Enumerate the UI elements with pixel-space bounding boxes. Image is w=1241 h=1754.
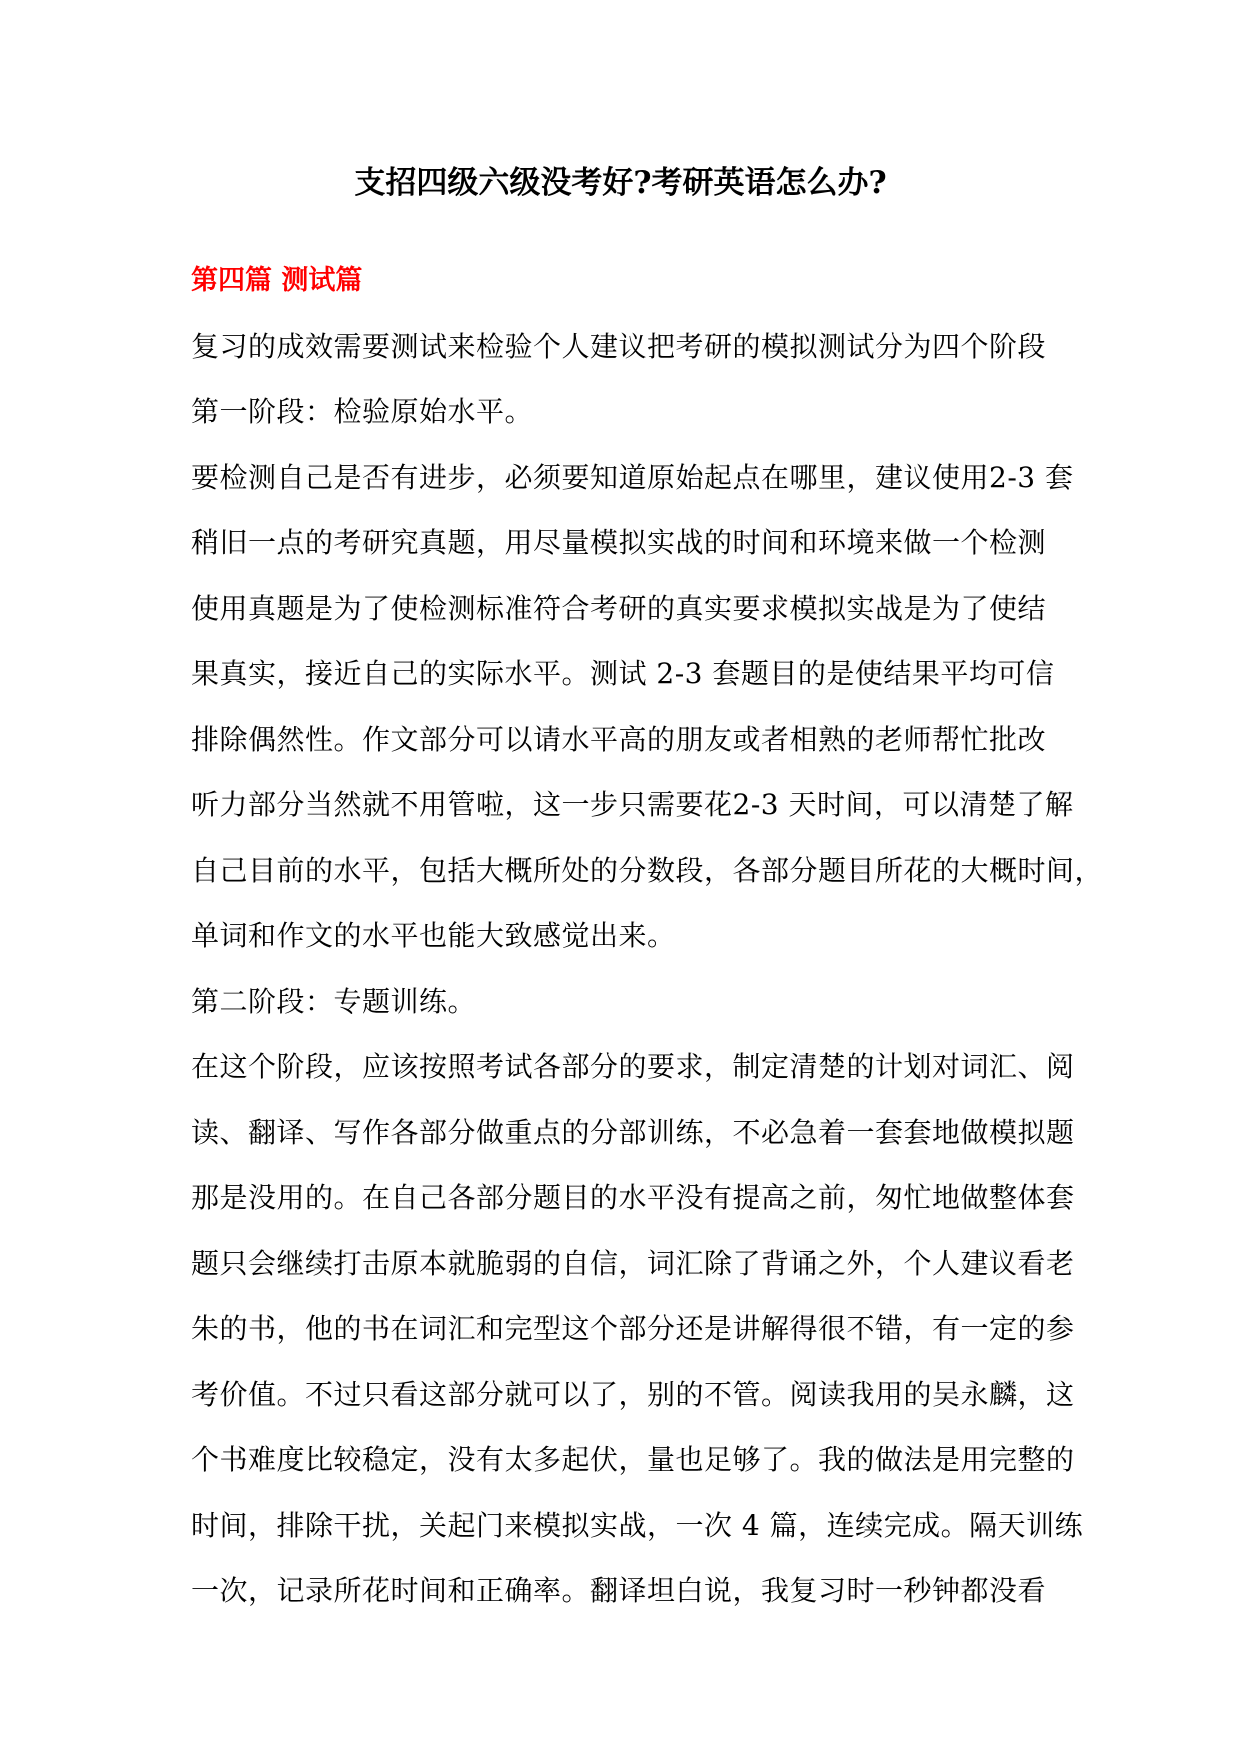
paragraph-line: 朱的书，他的书在词汇和完型这个部分还是讲解得很不错，有一定的参 [191, 1312, 1075, 1345]
document-title: 支招四级六级没考好?考研英语怎么办? [354, 165, 887, 201]
paragraph-line: 果真实，接近自己的实际水平。测试 2-3 套题目的是使结果平均可信 [191, 657, 1055, 690]
document-body [191, 248, 1191, 1624]
paragraph-line: 考价值。不过只看这部分就可以了，别的不管。阅读我用的吴永麟，这 [191, 1377, 1075, 1411]
paragraph-line: 读、翻译、写作各部分做重点的分部训练，不必急着一套套地做模拟题 [191, 1115, 1075, 1149]
paragraph-line: 单词和作文的水平也能大致感觉出来。 [191, 919, 676, 952]
paragraph-line: 在这个阶段，应该按照考试各部分的要求，制定清楚的计划对词汇、阅 [191, 1050, 1075, 1083]
paragraph-line: 时间，排除干扰，关起门来模拟实战，一次 4 篇，连续完成。隔天训练 [191, 1508, 1084, 1542]
paragraph-line: 题只会继续打击原本就脆弱的自信，词汇除了背诵之外，个人建议看老 [191, 1246, 1075, 1280]
paragraph-line: 使用真题是为了使检测标准符合考研的真实要求模拟实战是为了使结 [191, 591, 1047, 625]
paragraph-line: 稍旧一点的考研究真题，用尽量模拟实战的时间和环境来做一个检测 [191, 526, 1047, 559]
section-heading: 第四篇 测试篇 [191, 265, 363, 296]
paragraph-line: 排除偶然性。作文部分可以请水平高的朋友或者相熟的老师帮忙批改 [191, 722, 1047, 756]
paragraph-line: 一次，记录所花时间和正确率。翻译坦白说，我复习时一秒钟都没看 [191, 1574, 1047, 1607]
paragraph-line: 复习的成效需要测试来检验个人建议把考研的模拟测试分为四个阶段 [191, 329, 1047, 363]
paragraph-line: 要检测自己是否有进步，必须要知道原始起点在哪里，建议使用2-3 套 [191, 460, 1074, 494]
paragraph-line: 自己目前的水平，包括大概所处的分数段，各部分题目所花的大概时间， [191, 853, 1104, 887]
paragraph-line: 第一阶段：检验原始水平。 [191, 395, 534, 428]
paragraph-line: 第二阶段：专题训练。 [191, 984, 477, 1018]
paragraph-line: 个书难度比较稳定，没有太多起伏，量也足够了。我的做法是用完整的 [191, 1443, 1075, 1476]
paragraph-line: 听力部分当然就不用管啦，这一步只需要花2-3 天时间，可以清楚了解 [191, 788, 1074, 821]
paragraph-line: 那是没用的。在自己各部分题目的水平没有提高之前，匆忙地做整体套 [191, 1181, 1075, 1214]
